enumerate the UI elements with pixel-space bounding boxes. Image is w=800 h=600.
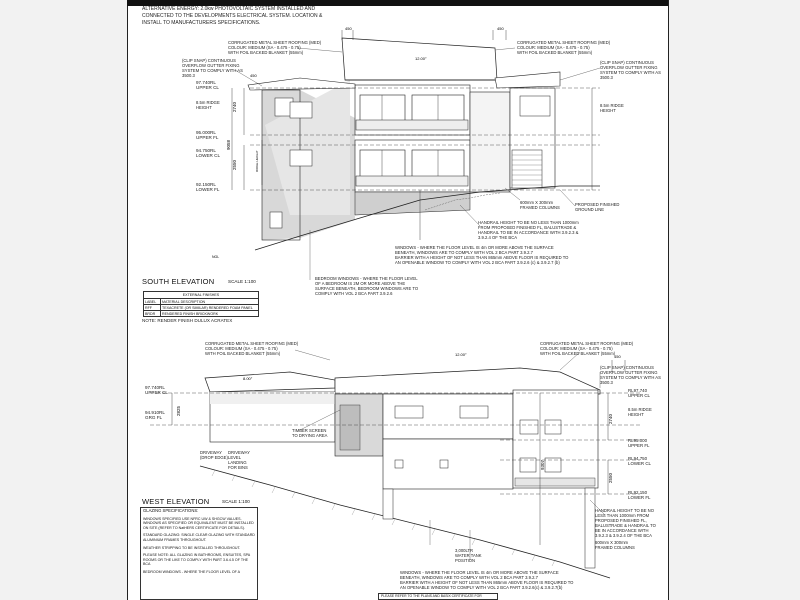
finish-label: BRDR — [144, 311, 161, 316]
west-upper-window-2 — [460, 406, 488, 418]
finish-desc: RENDERED FINISH BRICKWORK — [162, 311, 219, 316]
west-pitch-left: 8.00° — [243, 376, 253, 381]
west-elevation-drawing — [0, 300, 800, 600]
west-lower-rail — [515, 478, 595, 486]
west-windows-note: WINDOWS - WHERE THE FLOOR LEVEL IS 4m OR MORE ABOVE THE SURFACE BENEATH, WINDOWS ARE TO COMPLY WITH VOL 2 BCA PART 3.9.2.7 BARRIER WITH A HEIGHT OF NOT LESS THAN 865mm ABOVE FLOOR IS REQUIRED TO AN OPENABLE WINDOW TO COMPLY WITH VOL 2 BCA PART 3.9.2.6(c) & 3.9.2.7(b) — [400, 570, 574, 590]
south-windows-note: WINDOWS - WHERE THE FLOOR LEVEL IS 4m OR MORE ABOVE THE SURFACE BENEATH, WINDOWS ARE TO COMPLY WITH VOL 2 BCA PART 3.9.2.7 BARRIER WITH A HEIGHT OF NOT LESS THAN 865mm ABOVE FLOOR IS REQUIRED TO AN OPENABLE WINDOW TO COMPLY WITH VOL 2 BCA PART 3.9.2.6 (c) & 3.9.2.7 (b) — [395, 245, 569, 265]
west-elevation-scale: SCALE 1:100 — [222, 499, 250, 504]
glazing-para: STANDARD GLAZING: SINGLE CLEAR GLAZING WITH STANDARD ALUMINIUM FRAMES THROUGHOUT. — [143, 533, 255, 542]
finish-desc: TEXACRETE (OR SIMILAR) RENDERED FOAM PANEL — [162, 305, 253, 310]
west-garage-shade — [210, 392, 335, 404]
south-clip-note: (CLIP SNAP) CONTINUOUS OVERFLOW GUTTER FIXING SYSTEM TO COMPLY WITH AS 3500.3 — [182, 58, 243, 78]
south-columns-note: 600mm X 300mm FRAMED COLUMNS — [520, 200, 560, 210]
west-ridge: 8.5m RIDGE HEIGHT — [628, 407, 652, 417]
west-clip-note: (CLIP SNAP) CONTINUOUS OVERFLOW GUTTER FIXING SYSTEM TO COMPLY WITH AS 3500.3 — [600, 365, 661, 385]
south-lower-window-1 — [360, 150, 405, 178]
west-rl-right-upper-fl: RL95.000 UPPER FL — [628, 438, 650, 448]
west-elevation-title: WEST ELEVATION — [142, 497, 210, 506]
west-water-tank: 3,000LTR WATER TANK POSITION — [455, 548, 482, 563]
west-rl-upper-cl: 97.740RL UPPER CL — [145, 385, 168, 395]
west-dim-2740: 2740 — [608, 413, 613, 424]
south-ridge-vert: RIDGE HEIGHT — [255, 150, 259, 172]
west-columns-note: 600mm X 300mm FRAMED COLUMNS — [595, 540, 635, 550]
south-rl-upper-fl: 95.000RL UPPER FL — [196, 130, 219, 140]
south-rl-upper-cl: 97.740RL UPPER CL — [196, 80, 219, 90]
south-dim-9058: 9058 — [226, 139, 231, 150]
finishes-note: NOTE: RENDER FINISH DULUX ACRATEX — [142, 318, 233, 323]
south-elevation-title: SOUTH ELEVATION — [142, 277, 215, 286]
west-dim-2550: 2550 — [608, 472, 613, 483]
south-finished-ground: PROPOSED FINISHED GROUND LINE — [575, 202, 620, 212]
finish-label: RFF — [144, 305, 161, 310]
south-bedroom-note: BEDROOM WINDOWS - WHERE THE FLOOR LEVEL OF A BEDROOM IS 2M OR MORE ABOVE THE SURFACE BENEATH, BEDROOM WINDOWS ARE TO COMPLY WITH VOL 2 BCA PART 3.9.2.6 — [315, 276, 419, 296]
west-pitch-top: 12.00° — [455, 352, 467, 357]
south-right-roof — [495, 72, 560, 88]
west-right-window-2 — [545, 420, 561, 434]
south-balcony-rail — [356, 120, 468, 130]
south-rl-lower-cl: 94.750RL LOWER CL — [196, 148, 220, 158]
west-driveway-note: DRIVEWAY (DROP EDGE) — [200, 450, 228, 460]
south-ridge-left: 8.5m RIDGE HEIGHT — [196, 100, 220, 110]
glazing-para: BEDROOM WINDOWS - WHERE THE FLOOR LEVEL OF A — [143, 569, 241, 574]
west-dim-450: 450 — [614, 354, 621, 359]
west-lower-window-2 — [440, 460, 448, 468]
south-right-wing — [470, 92, 510, 192]
south-dim-450-mid: 450 — [250, 73, 257, 78]
west-screen-panel — [340, 405, 360, 450]
west-rl-grg-fl: 94.910RL GRG FL — [145, 410, 165, 420]
west-rl-right-lower-fl: RL92.150 LOWER FL — [628, 490, 651, 500]
west-roof-note-left: CORRUGATED METAL SHEET ROOFING (MED) COLOUR: MEDIUM (SA - 0.475 - 0.75) WITH FOIL BACKED BLANKET (55mm) — [205, 341, 299, 356]
west-left-roof — [205, 372, 335, 392]
south-pitch: 12.00° — [415, 56, 427, 61]
south-dim-2740: 2740 — [232, 101, 237, 112]
south-upper-window-1 — [360, 95, 405, 123]
west-right-window-1 — [520, 420, 538, 434]
south-roof-note-left: CORRUGATED METAL SHEET ROOFING (MED) COLOUR: MEDIUM (SA - 0.475 - 0.75) WITH FOIL BACKED BLANKET (55mm) — [228, 40, 322, 55]
west-rl-right-upper: RL97.740 UPPER CL — [628, 388, 650, 398]
west-roof-note-right: CORRUGATED METAL SHEET ROOFING (MED) COLOUR: MEDIUM (SA - 0.475 - 0.75) WITH FOIL BACKED BLANKET (55mm) — [540, 341, 634, 356]
south-right-window — [520, 96, 550, 116]
south-dim-450-right: 450 — [497, 26, 504, 31]
west-rl-right-lower-cl: RL94.750 LOWER CL — [628, 456, 651, 466]
glazing-para: WINDOWS SPECIFIED USE NFRC UW & SHGCW VALUES. WINDOWS AS SPECIFIED OR EQUIVALENT MUST BE INSTALLED ON SITE (REFER TO NatHERS CERTIFICATE FOR DETAILS). — [143, 516, 254, 530]
south-left-lower-window — [290, 150, 312, 166]
west-base-column-1 — [383, 489, 393, 519]
west-timber-note: TIMBER SCREEN TO DRYING AREA — [292, 428, 328, 438]
glazing-para: PLEASE NOTE: ALL GLAZING IN BATHROOMS, ENSUITES, SPA ROOMS OR THE LIKE TO COMPLY WITH PART 3.6.4.5 OF THE BCA — [143, 553, 250, 567]
south-roof-note-right: CORRUGATED METAL SHEET ROOFING (MED) COLOUR: MEDIUM (SA - 0.475 - 0.75) WITH FOIL BACKED BLANKET (55mm) — [517, 40, 611, 55]
south-left-window-2 — [270, 212, 282, 228]
finishes-title: EXTERNAL FINISHES — [144, 292, 258, 299]
west-lower-window-4 — [545, 458, 561, 472]
south-rl-lower-fl: 92.150RL LOWER FL — [196, 182, 220, 192]
south-dim-450-top: 450 — [345, 26, 352, 31]
west-dim-2825: 2825 — [176, 405, 181, 416]
south-handrail-note: HANDRAIL HEIGHT TO BE NO LESS THAN 1000mm FROM PROPOSED FINISHED FL, BALUSTRADE & HANDRAIL TO BE IN ACCORDANCE WITH 3.9.2.3 & 3.9.2.4 OF THE BCA — [478, 220, 579, 240]
south-left-upper-window — [290, 102, 312, 118]
west-dim-9307: 9307 — [540, 459, 545, 470]
south-clip-note-right: (CLIP SNAP) CONTINUOUS OVERFLOW GUTTER FIXING SYSTEM TO COMPLY WITH AS 3500.3 — [600, 60, 661, 80]
south-garage-door — [512, 150, 542, 188]
south-ngl: NGL — [212, 255, 220, 259]
west-right-tower — [513, 390, 598, 488]
south-dim-2550: 2550 — [232, 159, 237, 170]
west-driveway-level: DRIVEWAY LEVEL LANDING FOR BINS — [228, 450, 250, 470]
glazing-title: GLAZING SPECIFICATIONS: — [143, 508, 199, 513]
west-bottom-note: PLEASE REFER TO THE PLANS AND BASIX CERTIFICATE FOR — [378, 593, 498, 600]
west-handrail-note: HANDRAIL HEIGHT TO BE NO LESS THAN 1000mm FROM PROPOSED FINISHED FL, BALUSTRADE & HANDRAIL TO BE IN ACCORDANCE WITH 3.9.2.3 & 3.9.2.4 OF THE BCA — [595, 508, 656, 538]
glazing-para: WEATHER STRIPPING TO BE INSTALLED THROUGHOUT. — [143, 545, 241, 550]
west-upper-window-1 — [395, 406, 423, 418]
finishes-head-desc: MATERIAL DESCRIPTION — [162, 299, 206, 304]
south-lower-rail — [356, 176, 468, 186]
west-lower-window-1 — [395, 460, 403, 468]
south-ridge-right: 8.5m RIDGE HEIGHT — [600, 103, 624, 113]
intro-note: ALTERNATIVE ENERGY: 2.0kw PHOTOVOLTAIC SYSTEM INSTALLED AND CONNECTED TO THE DEVELOPMENTS ELECTRICAL SYSTEM. LOCATION & INSTALL TO MANUFACTURERS SPECIFICATIONS. — [142, 6, 323, 26]
glazing-specifications — [140, 507, 258, 600]
south-elevation-scale: SCALE 1:100 — [228, 279, 256, 284]
finishes-head-label: LABEL — [144, 299, 161, 304]
